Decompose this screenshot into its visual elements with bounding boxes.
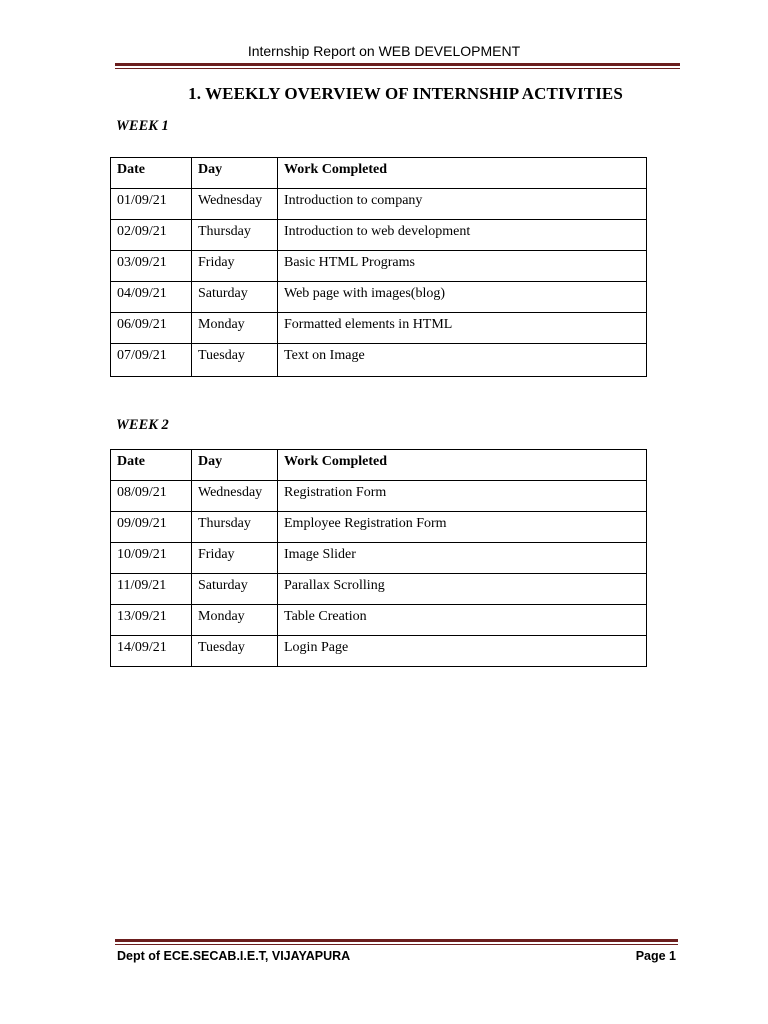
table-row (111, 282, 647, 313)
cell-date: 09/09/21 (111, 512, 192, 543)
column-header-date: Date (111, 158, 192, 189)
cell-day: Saturday (192, 574, 278, 605)
department-label: Dept of ECE.SECAB.I.E.T, VIJAYAPURA (117, 949, 351, 963)
week-1-label: WEEK 1 (116, 118, 169, 134)
cell-work: Introduction to company (278, 189, 647, 220)
column-header-day: Day (192, 450, 278, 481)
page-number: Page 1 (635, 949, 676, 963)
column-header-day: Day (192, 158, 278, 189)
cell-date: 10/09/21 (111, 543, 192, 574)
cell-day: Wednesday (192, 189, 278, 220)
cell-day: Tuesday (192, 344, 278, 377)
cell-work: Table Creation (278, 605, 647, 636)
cell-day: Monday (192, 313, 278, 344)
week-2-table (110, 449, 647, 667)
table-row (111, 220, 647, 251)
footer-rule (115, 939, 678, 942)
cell-day: Thursday (192, 220, 278, 251)
header-rule-thin (115, 68, 680, 69)
cell-date: 07/09/21 (111, 344, 192, 377)
table-row (111, 574, 647, 605)
cell-day: Saturday (192, 282, 278, 313)
cell-work: Web page with images(blog) (278, 282, 647, 313)
table-row (111, 189, 647, 220)
table-header-row (111, 158, 647, 189)
table-row (111, 313, 647, 344)
cell-day: Wednesday (192, 481, 278, 512)
table-row (111, 344, 647, 377)
cell-work: Employee Registration Form (278, 512, 647, 543)
header-rule (115, 63, 680, 66)
table-row (111, 543, 647, 574)
cell-work: Formatted elements in HTML (278, 313, 647, 344)
section-title: 1. WEEKLY OVERVIEW OF INTERNSHIP ACTIVITIES (188, 84, 623, 103)
table-row (111, 251, 647, 282)
cell-date: 06/09/21 (111, 313, 192, 344)
cell-day: Friday (192, 251, 278, 282)
column-header-work: Work Completed (278, 450, 647, 481)
cell-day: Tuesday (192, 636, 278, 667)
table-header-row (111, 450, 647, 481)
cell-work: Introduction to web development (278, 220, 647, 251)
column-header-work: Work Completed (278, 158, 647, 189)
cell-day: Monday (192, 605, 278, 636)
cell-date: 01/09/21 (111, 189, 192, 220)
table-row (111, 481, 647, 512)
cell-date: 11/09/21 (111, 574, 192, 605)
cell-work: Basic HTML Programs (278, 251, 647, 282)
table-row (111, 636, 647, 667)
week-1-table (110, 157, 647, 377)
cell-work: Login Page (278, 636, 647, 667)
cell-work: Parallax Scrolling (278, 574, 647, 605)
footer-rule-thin (115, 944, 678, 945)
week-2-label: WEEK 2 (116, 417, 169, 433)
report-title: Internship Report on WEB DEVELOPMENT (247, 43, 521, 59)
cell-date: 03/09/21 (111, 251, 192, 282)
cell-day: Thursday (192, 512, 278, 543)
cell-date: 04/09/21 (111, 282, 192, 313)
column-header-date: Date (111, 450, 192, 481)
cell-date: 08/09/21 (111, 481, 192, 512)
table-row (111, 512, 647, 543)
cell-work: Image Slider (278, 543, 647, 574)
cell-date: 13/09/21 (111, 605, 192, 636)
cell-day: Friday (192, 543, 278, 574)
cell-work: Registration Form (278, 481, 647, 512)
table-row (111, 605, 647, 636)
cell-date: 14/09/21 (111, 636, 192, 667)
cell-work: Text on Image (278, 344, 647, 377)
cell-date: 02/09/21 (111, 220, 192, 251)
